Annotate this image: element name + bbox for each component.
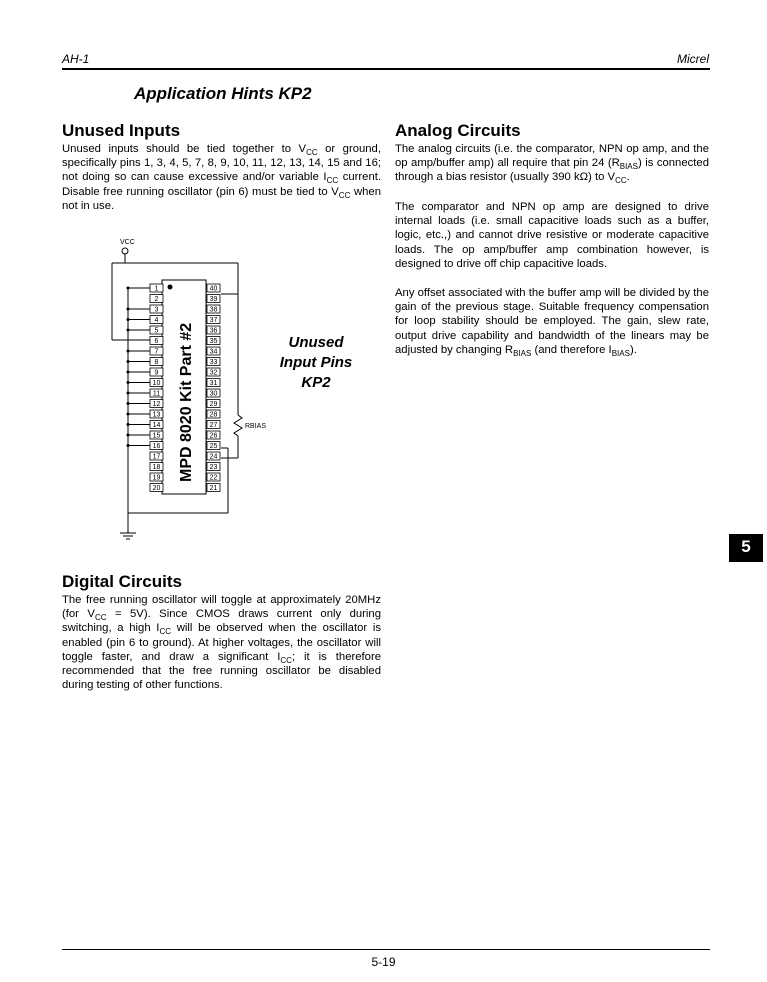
right-pin-number: 27 [209, 422, 218, 429]
left-pin-number: 1 [154, 285, 159, 293]
vcc-terminal-icon [122, 248, 128, 254]
digital-circuits-heading: Digital Circuits [62, 572, 182, 591]
right-pin-number: 31 [209, 380, 218, 387]
right-pin-number: 40 [209, 285, 218, 293]
right-pin-number: 39 [209, 296, 218, 303]
vcc-label: VCC [120, 239, 135, 246]
right-pin-number: 24 [209, 453, 218, 461]
left-pin-number: 14 [152, 422, 161, 429]
right-pin-number: 29 [209, 401, 218, 408]
left-pin-number: 9 [154, 369, 159, 377]
analog-paragraph-1: The analog circuits (i.e. the comparator, NPN op amp, and the op amp/buffer amp) all require that pin 24 $(R_{BIAS})$ is connected through a bias resistor (usually 390 kΩ) to $V_{CC}$. [395, 143, 709, 186]
left-pin-number: 19 [152, 474, 161, 482]
left-pin-number: 3 [154, 306, 159, 314]
right-pin-number: 26 [209, 432, 218, 440]
left-pin-number: 11 [152, 390, 161, 398]
page-number: 5-19 [371, 955, 396, 969]
right-pin-number: 28 [209, 411, 218, 419]
caption-line-3: KP2 [301, 374, 331, 391]
right-pin-number: 35 [209, 338, 218, 345]
right-pin-number: 32 [209, 369, 218, 377]
running-header-right: Micrel [677, 52, 709, 66]
analog-paragraph-2: The comparator and NPN op amp are designed to drive internal loads (i.e. small capacitive loads such as a buffer, logic, etc.,) and cannot drive resistive or moderate capacitive loads. The op amp/buffer amp combination however, is designed to drive off chip capacitive loads. [395, 201, 709, 270]
left-pin-number: 16 [152, 443, 161, 450]
running-header-left: AH-1 [62, 52, 90, 66]
left-pin-number: 12 [152, 401, 161, 408]
left-pin-number: 15 [152, 432, 161, 440]
left-pin-number: 2 [154, 296, 159, 303]
rbias-label: RBIAS [245, 423, 267, 430]
right-pin-number: 25 [209, 443, 218, 450]
left-pin-number: 10 [152, 380, 161, 387]
header-rule [62, 68, 710, 70]
chip-label: MPD 8020 Kit Part #2 [178, 322, 195, 482]
footer-rule [62, 949, 710, 950]
left-pin-number: 20 [152, 485, 161, 492]
left-pin-number: 13 [152, 411, 161, 419]
right-pin-number: 37 [209, 317, 218, 324]
left-pin-number: 6 [154, 338, 159, 345]
left-pin-number: 5 [154, 327, 159, 335]
right-pin-number: 36 [209, 327, 218, 335]
caption-line-1: Unused [288, 334, 344, 351]
right-pin-number: 21 [209, 485, 218, 492]
section-tab: 5 [729, 534, 763, 562]
right-pin-number: 30 [209, 390, 218, 398]
right-pin-number: 34 [209, 348, 218, 356]
left-pin-number: 8 [154, 359, 159, 366]
figure-caption [274, 333, 358, 393]
left-pin-number: 4 [154, 317, 159, 324]
unused-input-pins-diagram [90, 230, 300, 540]
analog-circuits-heading: Analog Circuits [395, 121, 521, 140]
analog-paragraph-3: Any offset associated with the buffer amp will be divided by the gain of the previous stage. Suitable frequency compensation for loop stability should be employed. The gain, slew rate, output drive capability and bandwidth of the linears may be adjusted by changing $R_{BIAS}$ (and therefore $I_{BIAS}$). [395, 287, 709, 358]
pin1-dot-icon [168, 285, 173, 290]
digital-paragraph: The free running oscillator will toggle at approximately 20MHz (for $V_{CC} = 5V$). Since CMOS draws current only during switching, a high $I_{CC}$ will be observed when the oscillator is enabled (pin 6 to ground). At higher voltages, the oscillator will toggle faster, and draw a significant $I_{CC}$; it is therefore recommended that the free running oscillator be disabled during testing of other functions. [62, 594, 382, 692]
caption-line-2: Input Pins [279, 354, 353, 371]
left-pin-number: 18 [152, 464, 161, 471]
unused-inputs-paragraph: Unused inputs should be tied together to $V_{CC}$ or ground, specifically pins 1, 3, 4, 5, 7, 8, 9, 10, 11, 12, 13, 14, 15 and 16; not doing so can cause excessive and/or variable $I_{CC}$ current. Disable free running oscillator (pin 6) must be tied to $V_{CC}$ when not in use. [62, 143, 382, 212]
left-pin-number: 7 [154, 348, 159, 356]
document-title: Application Hints KP2 [134, 84, 312, 103]
right-pin-number: 33 [209, 359, 218, 366]
right-pin-number: 22 [209, 474, 218, 482]
left-pin-number: 17 [152, 453, 161, 461]
right-pin-number: 23 [209, 464, 218, 471]
unused-inputs-heading: Unused Inputs [62, 121, 181, 140]
right-pin-number: 38 [209, 306, 218, 314]
